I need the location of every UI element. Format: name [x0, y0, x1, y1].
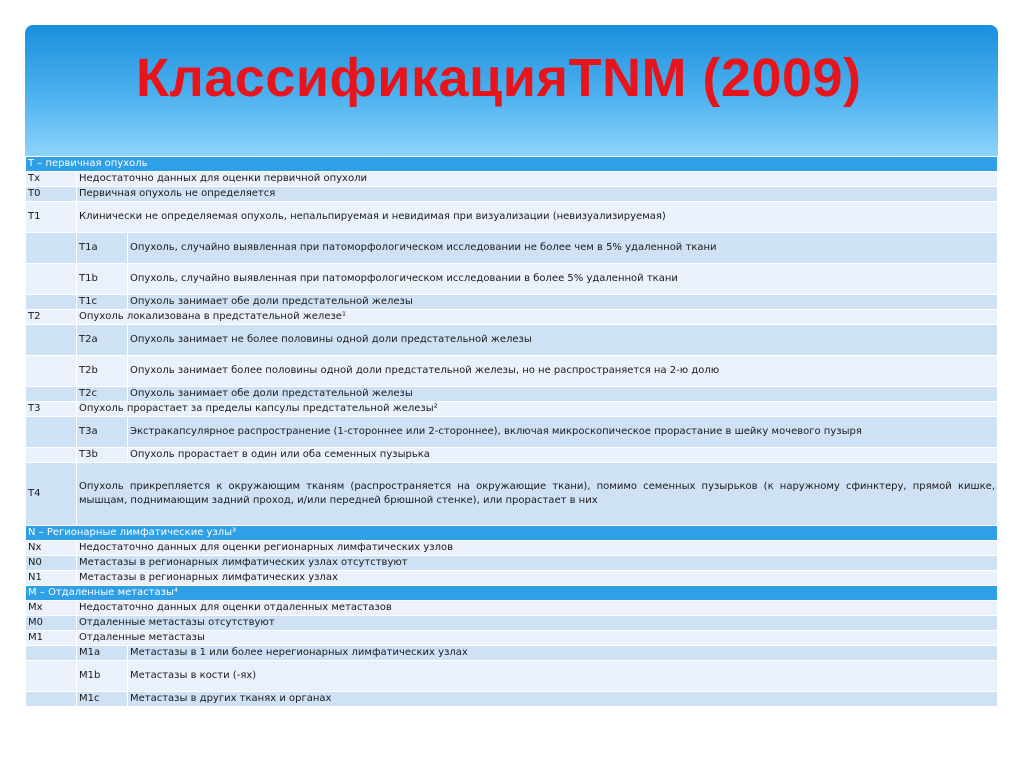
table-row	[26, 631, 998, 646]
description-cell: Клинически не определяемая опухоль, непальпируемая и невидимая при визуализации (невизуализируемая)	[77, 202, 998, 233]
section-header-m	[26, 586, 998, 601]
table-row	[26, 646, 998, 661]
subcode-cell: T3a	[77, 417, 128, 448]
table-row	[26, 616, 998, 631]
description-cell: Метастазы в регионарных лимфатических узлах	[77, 571, 998, 586]
description-cell: Опухоль занимает более половины одной доли предстательной железы, но не распространяется на 2-ю долю	[128, 356, 998, 387]
code-cell: Nx	[26, 541, 77, 556]
slide	[25, 25, 998, 747]
empty-cell	[26, 417, 77, 448]
title-band	[25, 25, 998, 156]
subcode-cell: T1c	[77, 295, 128, 310]
description-cell: Недостаточно данных для оценки первичной опухоли	[77, 172, 998, 187]
subcode-cell: M1b	[77, 661, 128, 692]
description-cell: Опухоль прорастает за пределы капсулы предстательной железы²	[77, 402, 998, 417]
subcode-cell: T3b	[77, 448, 128, 463]
description-cell: Экстракапсулярное распространение (1-стороннее или 2-стороннее), включая микроскопическое прорастание в шейку мочевого пузыря	[128, 417, 998, 448]
description-cell: Первичная опухоль не определяется	[77, 187, 998, 202]
description-cell: Опухоль, случайно выявленная при патоморфологическом исследовании не более чем в 5% удаленной ткани	[128, 233, 998, 264]
description-cell: Отдаленные метастазы	[77, 631, 998, 646]
table-row	[26, 310, 998, 325]
empty-cell	[26, 325, 77, 356]
empty-cell	[26, 387, 77, 402]
table-row	[26, 325, 998, 356]
code-cell: M1	[26, 631, 77, 646]
empty-cell	[26, 233, 77, 264]
description-cell: Опухоль занимает обе доли предстательной железы	[128, 295, 998, 310]
code-cell: M0	[26, 616, 77, 631]
code-cell: T2	[26, 310, 77, 325]
description-cell: Метастазы в регионарных лимфатических узлах отсутствуют	[77, 556, 998, 571]
description-cell: Отдаленные метастазы отсутствуют	[77, 616, 998, 631]
subcode-cell: M1c	[77, 692, 128, 707]
empty-cell	[26, 661, 77, 692]
code-cell: N0	[26, 556, 77, 571]
section-title: T – первичная опухоль	[26, 157, 998, 172]
description-cell: Опухоль прикрепляется к окружающим тканям (распространяется на окружающие ткани), помимо семенных пузырьков (к наружному сфинктеру, прямой кишке, мышцам, поднимающим задний проход, и/или передней брюшной стенке), или прорастает в них	[77, 463, 998, 526]
code-cell: T1	[26, 202, 77, 233]
description-cell: Метастазы в кости (-ях)	[128, 661, 998, 692]
section-title: N – Регионарные лимфатические узлы³	[26, 526, 998, 541]
code-cell: Mx	[26, 601, 77, 616]
description-cell: Опухоль занимает не более половины одной доли предстательной железы	[128, 325, 998, 356]
description-cell: Опухоль локализована в предстательной железе¹	[77, 310, 998, 325]
section-header-n	[26, 526, 998, 541]
table-row	[26, 661, 998, 692]
table-row	[26, 417, 998, 448]
table-row	[26, 264, 998, 295]
code-cell: T3	[26, 402, 77, 417]
code-cell: T0	[26, 187, 77, 202]
subcode-cell: T1a	[77, 233, 128, 264]
description-cell: Опухоль прорастает в один или оба семенных пузырька	[128, 448, 998, 463]
table-row	[26, 387, 998, 402]
table-row	[26, 692, 998, 707]
table-row	[26, 356, 998, 387]
table-row	[26, 448, 998, 463]
empty-cell	[26, 295, 77, 310]
description-cell: Недостаточно данных для оценки отдаленных метастазов	[77, 601, 998, 616]
description-cell: Метастазы в 1 или более нерегионарных лимфатических узлах	[128, 646, 998, 661]
description-cell: Метастазы в других тканях и органах	[128, 692, 998, 707]
code-cell: T4	[26, 463, 77, 526]
description-cell: Опухоль занимает обе доли предстательной железы	[128, 387, 998, 402]
tnm-table	[25, 156, 998, 707]
empty-cell	[26, 448, 77, 463]
table-row	[26, 571, 998, 586]
table-row	[26, 541, 998, 556]
subcode-cell: T2b	[77, 356, 128, 387]
code-cell: Tx	[26, 172, 77, 187]
table-row	[26, 463, 998, 526]
table-row	[26, 601, 998, 616]
empty-cell	[26, 646, 77, 661]
subcode-cell: T2a	[77, 325, 128, 356]
description-cell: Опухоль, случайно выявленная при патоморфологическом исследовании в более 5% удаленной ткани	[128, 264, 998, 295]
table-row	[26, 172, 998, 187]
table-row	[26, 295, 998, 310]
table-row	[26, 402, 998, 417]
empty-cell	[26, 692, 77, 707]
code-cell: N1	[26, 571, 77, 586]
subcode-cell: T1b	[77, 264, 128, 295]
table-row	[26, 187, 998, 202]
empty-cell	[26, 264, 77, 295]
table-row	[26, 233, 998, 264]
table-row	[26, 202, 998, 233]
subcode-cell: T2c	[77, 387, 128, 402]
empty-cell	[26, 356, 77, 387]
description-cell: Недостаточно данных для оценки регионарных лимфатических узлов	[77, 541, 998, 556]
table-row	[26, 556, 998, 571]
section-title: M – Отдаленные метастазы⁴	[26, 586, 998, 601]
section-header-t	[26, 157, 998, 172]
page-title: КлассификацияTNM (2009)	[136, 48, 862, 108]
subcode-cell: M1a	[77, 646, 128, 661]
